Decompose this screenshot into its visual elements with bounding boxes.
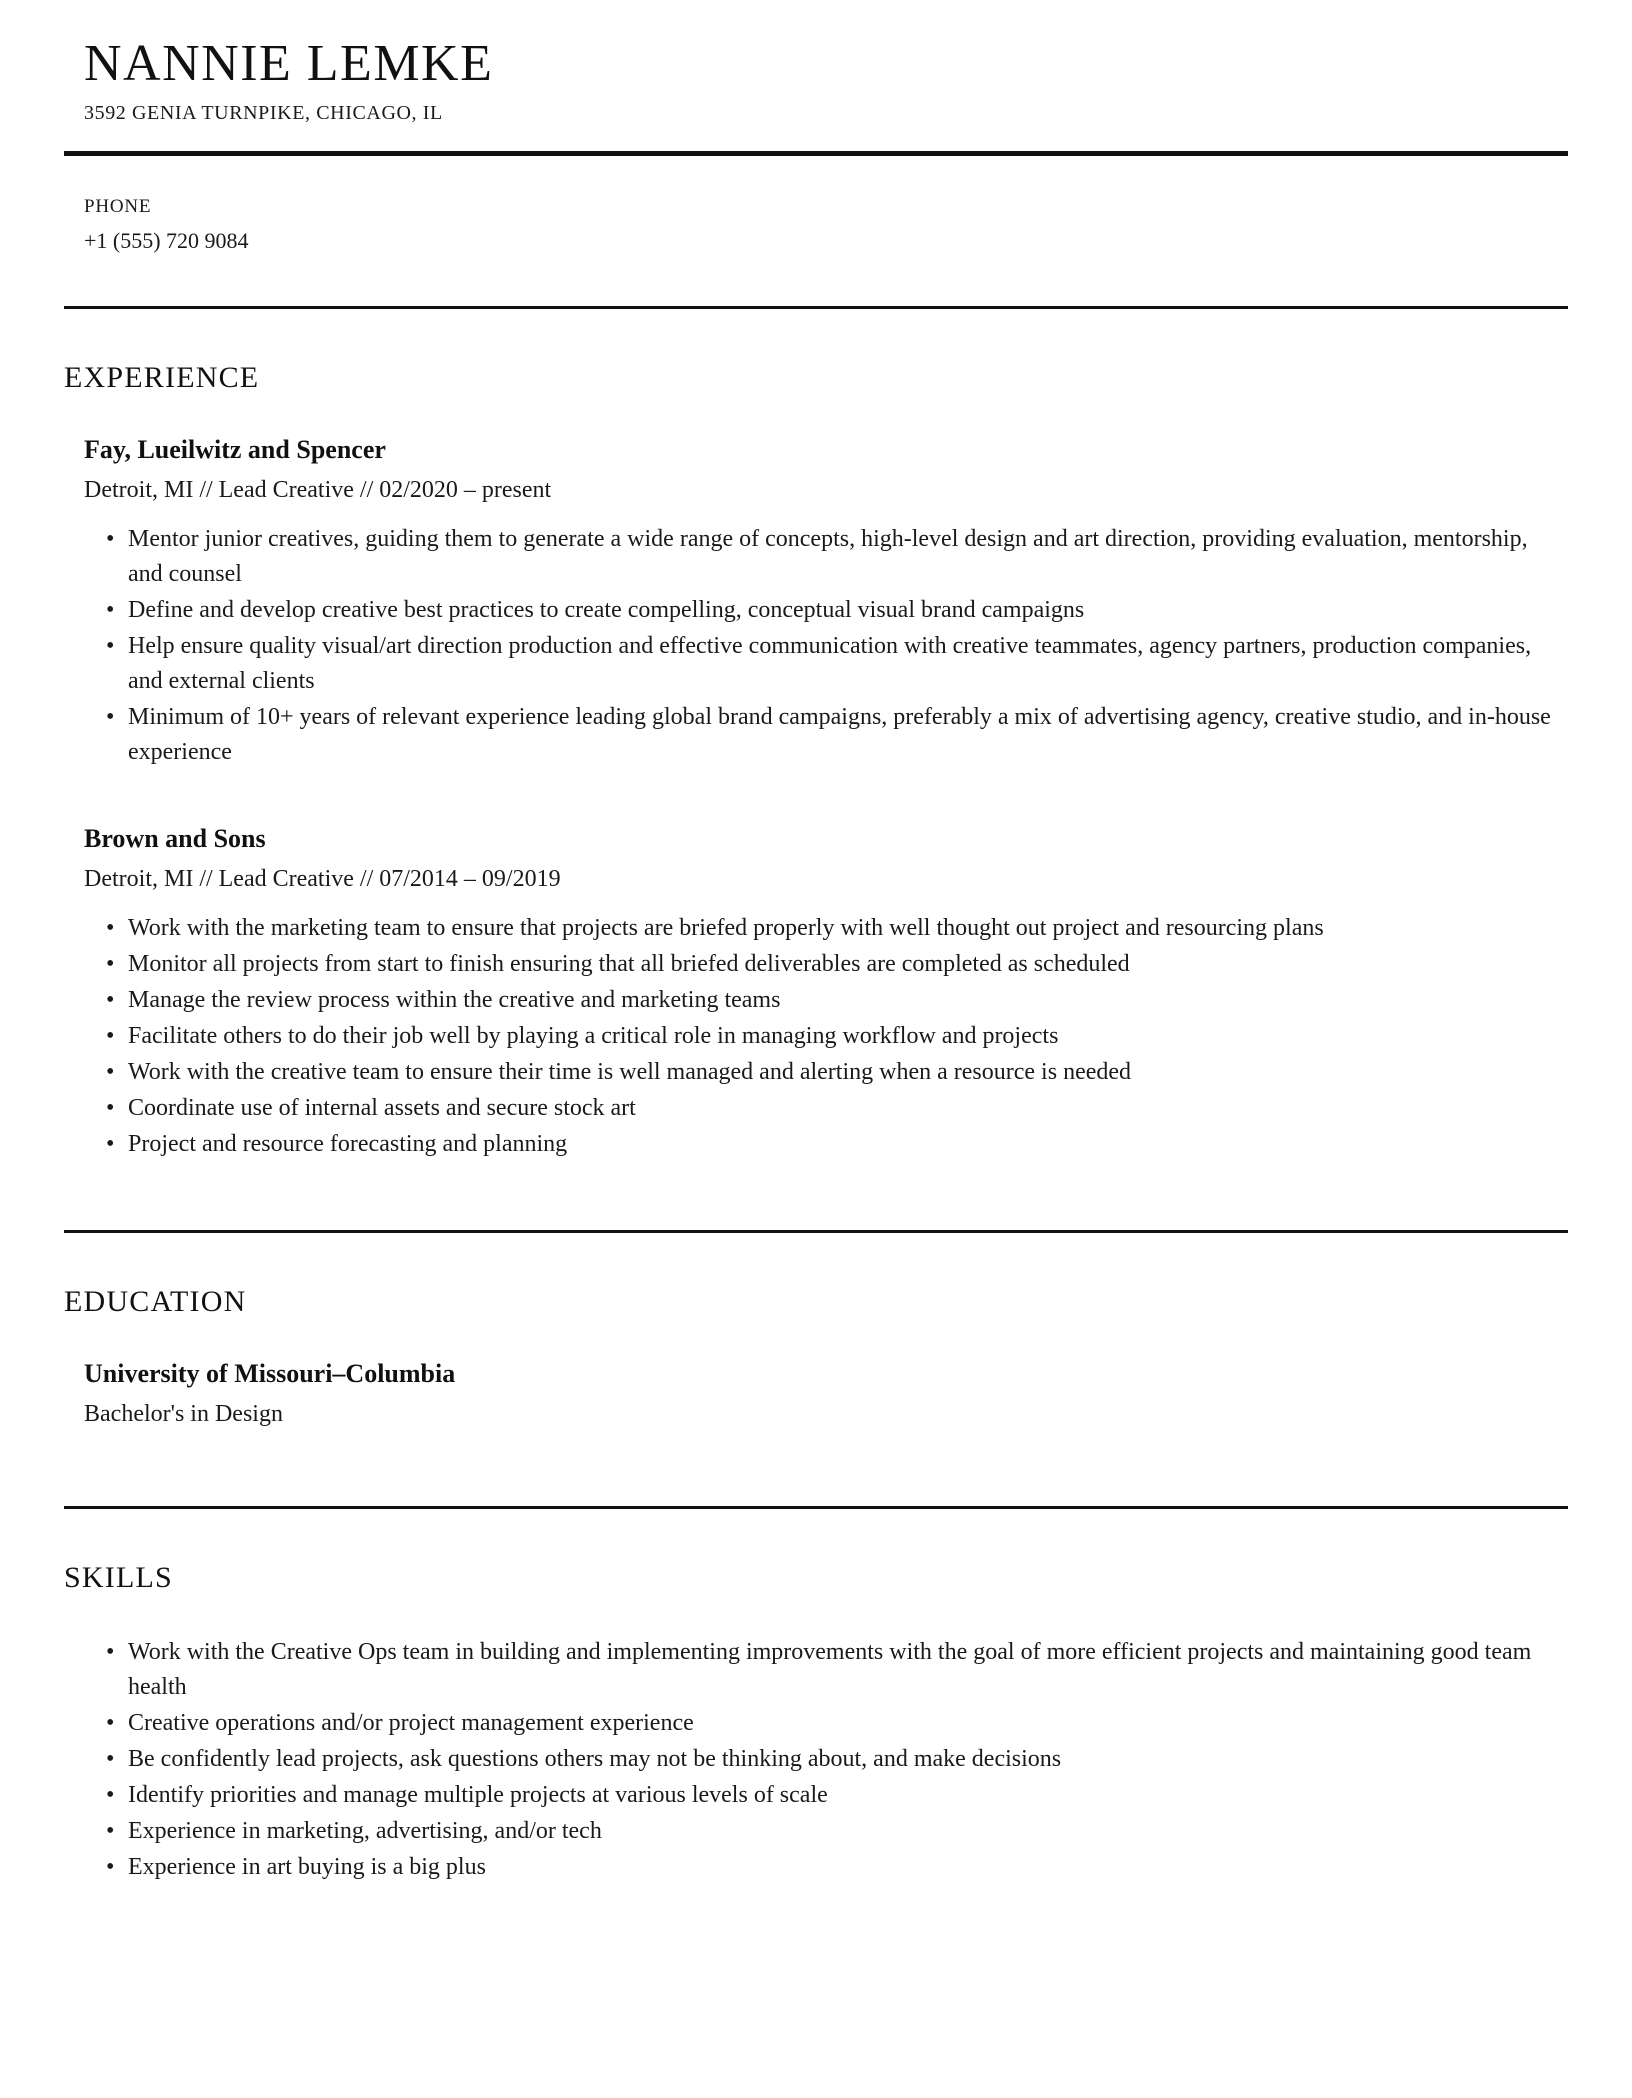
job-bullet: • Work with the marketing team to ensure that projects are briefed properly with well thought out project and resourcing plans (106, 911, 1568, 946)
job-bullet: • Define and develop creative best practices to create compelling, conceptual visual brand campaigns (106, 593, 1568, 628)
contact-section (64, 196, 1568, 254)
candidate-name: NANNIE LEMKE (84, 35, 494, 92)
resume-header (64, 34, 1568, 125)
education-entry (64, 1359, 1568, 1428)
header-divider (64, 151, 1568, 156)
phone-value: +1 (555) 720 9084 (84, 227, 249, 253)
job-bullet: • Work with the creative team to ensure their time is well managed and alerting when a resource is needed (106, 1055, 1568, 1090)
skill-bullet: • Experience in marketing, advertising, and/or tech (106, 1814, 1568, 1849)
job-bullet: • Monitor all projects from start to finish ensuring that all briefed deliverables are completed as scheduled (106, 947, 1568, 982)
skill-bullet: • Work with the Creative Ops team in building and implementing improvements with the goal of more efficient projects and maintaining good team health (106, 1635, 1568, 1705)
job-bullet: • Project and resource forecasting and planning (106, 1127, 1568, 1162)
education-school: University of Missouri–Columbia (84, 1358, 456, 1388)
job-entry-brown-and-sons (64, 824, 1568, 1162)
job-bullet: • Manage the review process within the creative and marketing teams (106, 983, 1568, 1018)
job-bullet-list (84, 522, 1568, 770)
job-company: Brown and Sons (84, 823, 266, 853)
experience-title: EXPERIENCE (64, 360, 260, 394)
job-meta: Detroit, MI // Lead Creative // 02/2020 – present (84, 476, 552, 503)
skill-bullet: • Creative operations and/or project management experience (106, 1706, 1568, 1741)
job-bullet: • Facilitate others to do their job well by playing a critical role in managing workflow and projects (106, 1019, 1568, 1054)
skill-bullet: • Experience in art buying is a big plus (106, 1850, 1568, 1885)
job-bullet-list (84, 911, 1568, 1162)
education-degree: Bachelor's in Design (84, 1400, 283, 1427)
job-meta: Detroit, MI // Lead Creative // 07/2014 – 09/2019 (84, 865, 561, 892)
skill-bullet: • Be confidently lead projects, ask questions others may not be thinking about, and make decisions (106, 1742, 1568, 1777)
skill-bullet: • Identify priorities and manage multiple projects at various levels of scale (106, 1778, 1568, 1813)
spacer (64, 1182, 1568, 1230)
skills-bullet-list (84, 1635, 1568, 1885)
skills-section (64, 1509, 1568, 1885)
experience-section (64, 309, 1568, 1162)
job-bullet: • Coordinate use of internal assets and secure stock art (106, 1091, 1568, 1126)
education-title: EDUCATION (64, 1284, 247, 1318)
job-bullet: • Minimum of 10+ years of relevant experience leading global brand campaigns, preferably a mix of advertising agency, creative studio, and in-house experience (106, 700, 1568, 770)
skills-title: SKILLS (64, 1560, 173, 1594)
education-section (64, 1233, 1568, 1428)
job-company: Fay, Lueilwitz and Spencer (84, 434, 386, 464)
candidate-address: 3592 GENIA TURNPIKE, CHICAGO, IL (84, 101, 443, 124)
job-bullet: • Help ensure quality visual/art direction production and effective communication with creative teammates, agency partners, production companies, and external clients (106, 629, 1568, 699)
spacer (64, 1458, 1568, 1506)
phone-label: PHONE (84, 195, 152, 217)
job-entry-fay-lueilwitz-spencer (64, 435, 1568, 770)
skills-list-block (64, 1635, 1568, 1885)
job-bullet: • Mentor junior creatives, guiding them to generate a wide range of concepts, high-level design and art direction, providing evaluation, mentorship, and counsel (106, 522, 1568, 592)
